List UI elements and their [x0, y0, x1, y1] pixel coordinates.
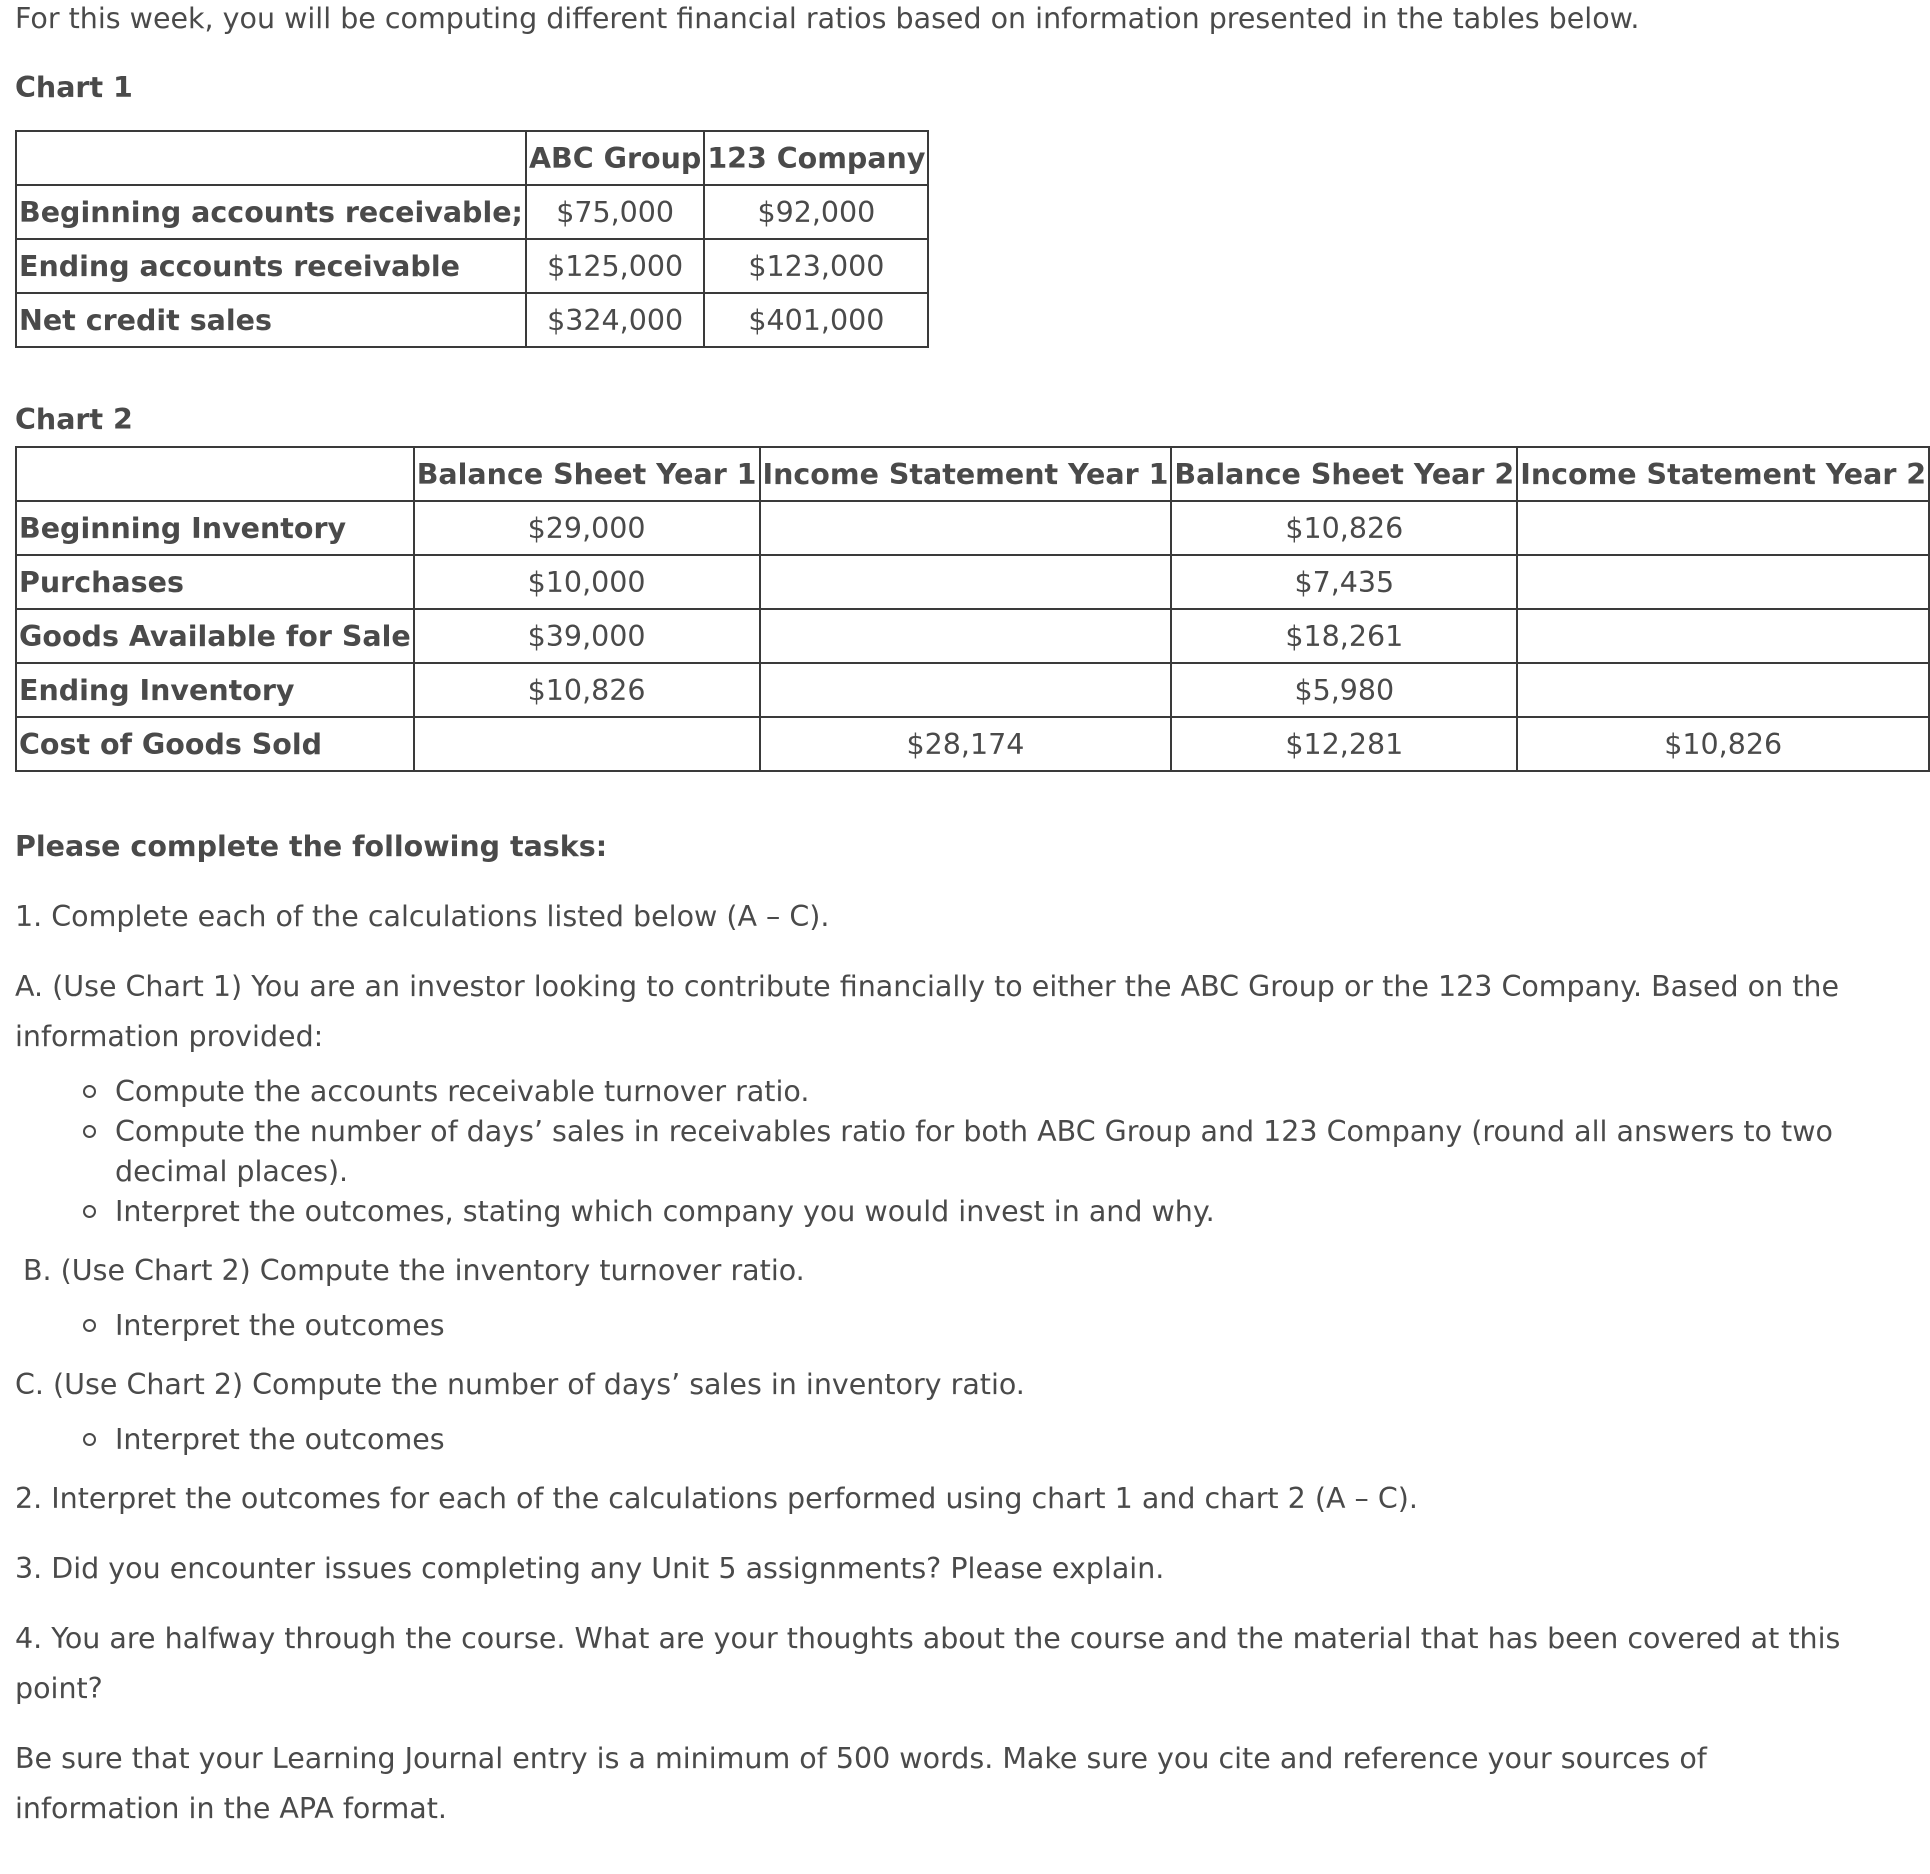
list-item: Interpret the outcomes [115, 1306, 1867, 1346]
task-item-1: 1. Complete each of the calculations listed below (A – C). [15, 900, 830, 933]
table-cell [760, 609, 1172, 663]
list-item: Interpret the outcomes [115, 1420, 1867, 1460]
table-cell: $125,000 [526, 239, 704, 293]
table-cell: $12,281 [1171, 717, 1517, 771]
table-cell: $29,000 [414, 501, 760, 555]
chart1-title: Chart 1 [15, 71, 133, 104]
table-header-cell: Balance Sheet Year 1 [414, 447, 760, 501]
table-header-cell [16, 447, 414, 501]
table-cell [1517, 555, 1929, 609]
task-a-bullets [15, 1072, 1867, 1232]
chart2-title: Chart 2 [15, 403, 133, 436]
task-item-2: 2. Interpret the outcomes for each of the calculations performed using chart 1 and chart 2 (A – C). [15, 1482, 1418, 1515]
table-cell: $18,261 [1171, 609, 1517, 663]
task-b-bullets [15, 1306, 1867, 1346]
row-label: Net credit sales [16, 293, 526, 347]
table-row [16, 717, 1929, 771]
table-cell: $10,826 [414, 663, 760, 717]
table-cell: $39,000 [414, 609, 760, 663]
task-item-4: 4. You are halfway through the course. What are your thoughts about the course and the material that has been covered at this point? [15, 1622, 1841, 1705]
table-cell: $401,000 [704, 293, 928, 347]
table-cell [414, 717, 760, 771]
list-item: Interpret the outcomes, stating which company you would invest in and why. [115, 1192, 1867, 1232]
table-row [16, 663, 1929, 717]
row-label: Goods Available for Sale [16, 609, 414, 663]
row-label: Beginning Inventory [16, 501, 414, 555]
table-cell [1517, 663, 1929, 717]
chart2-table [15, 446, 1930, 772]
table-header-cell: Balance Sheet Year 2 [1171, 447, 1517, 501]
table-header-row [16, 131, 928, 185]
table-cell: $324,000 [526, 293, 704, 347]
table-cell [760, 501, 1172, 555]
row-label: Ending accounts receivable [16, 239, 526, 293]
table-cell: $7,435 [1171, 555, 1517, 609]
table-header-cell: Income Statement Year 1 [760, 447, 1172, 501]
table-cell: $75,000 [526, 185, 704, 239]
table-header-row [16, 447, 1929, 501]
table-row [16, 501, 1929, 555]
table-cell: $28,174 [760, 717, 1172, 771]
table-cell: $10,826 [1171, 501, 1517, 555]
task-c-bullets [15, 1420, 1867, 1460]
closing-text: Be sure that your Learning Journal entry is a minimum of 500 words. Make sure you cite and reference your sources of information in the APA format. [15, 1742, 1707, 1825]
table-cell: $5,980 [1171, 663, 1517, 717]
table-cell [760, 555, 1172, 609]
table-cell: $10,000 [414, 555, 760, 609]
table-row [16, 609, 1929, 663]
task-item-3: 3. Did you encounter issues completing any Unit 5 assignments? Please explain. [15, 1552, 1165, 1585]
table-cell [1517, 609, 1929, 663]
table-row [16, 185, 928, 239]
table-cell [1517, 501, 1929, 555]
row-label: Ending Inventory [16, 663, 414, 717]
list-item: Compute the accounts receivable turnover ratio. [115, 1072, 1867, 1112]
chart1-table [15, 130, 929, 348]
row-label: Purchases [16, 555, 414, 609]
table-header-cell: ABC Group [526, 131, 704, 185]
table-cell: $123,000 [704, 239, 928, 293]
table-row [16, 293, 928, 347]
row-label: Cost of Goods Sold [16, 717, 414, 771]
table-cell [760, 663, 1172, 717]
table-cell: $92,000 [704, 185, 928, 239]
task-item-a: A. (Use Chart 1) You are an investor looking to contribute financially to either the ABC Group or the 123 Company. Based on the information provided: [15, 970, 1839, 1053]
task-item-c: C. (Use Chart 2) Compute the number of days’ sales in inventory ratio. [15, 1368, 1025, 1401]
row-label: Beginning accounts receivable; [16, 185, 526, 239]
table-header-cell: 123 Company [704, 131, 928, 185]
tasks-heading: Please complete the following tasks: [15, 830, 608, 863]
table-header-cell: Income Statement Year 2 [1517, 447, 1929, 501]
table-header-cell [16, 131, 526, 185]
table-cell: $10,826 [1517, 717, 1929, 771]
task-item-b: B. (Use Chart 2) Compute the inventory turnover ratio. [23, 1254, 805, 1287]
intro-text: For this week, you will be computing different financial ratios based on information presented in the tables below. [15, 2, 1640, 35]
table-row [16, 555, 1929, 609]
list-item: Compute the number of days’ sales in receivables ratio for both ABC Group and 123 Company (round all answers to two decimal places). [115, 1112, 1867, 1192]
table-row [16, 239, 928, 293]
